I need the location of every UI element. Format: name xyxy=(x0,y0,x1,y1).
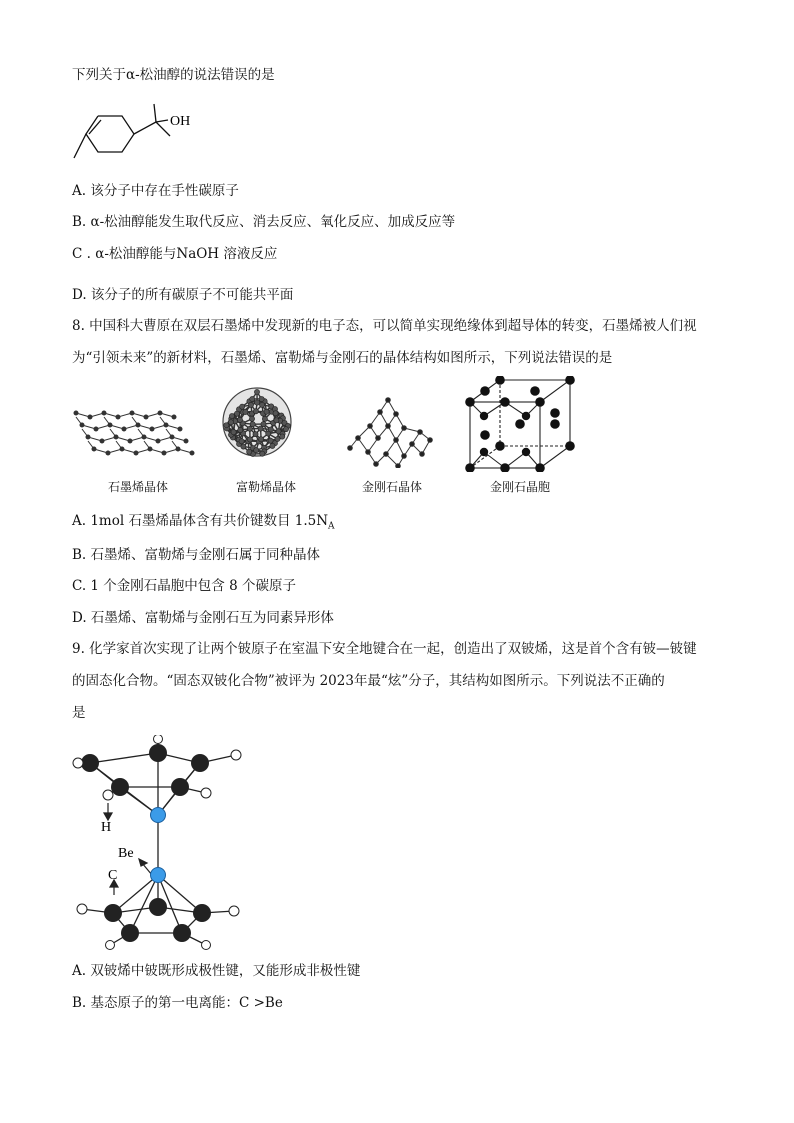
carbon-atom xyxy=(116,415,120,419)
carbon-atom xyxy=(255,400,260,405)
carbon-atom xyxy=(228,420,233,425)
label-be: Be xyxy=(118,846,134,861)
carbon-atom xyxy=(273,411,278,416)
carbon-atom xyxy=(234,411,239,416)
carbon-atom xyxy=(247,437,252,442)
carbon-atom xyxy=(176,447,180,451)
carbon-atom xyxy=(184,439,188,443)
carbon-atom xyxy=(170,435,174,439)
caption-fullerene: 富勒烯晶体 xyxy=(235,480,296,494)
carbon-atom xyxy=(480,448,488,456)
carbon-atom xyxy=(260,451,265,456)
caption-diamond-crystal: 金刚石晶体 xyxy=(361,480,422,494)
carbon-atom xyxy=(88,415,92,419)
carbon-atom xyxy=(480,412,488,420)
q8-option-b: B. 石墨烯、富勒烯与金刚石属于同种晶体 xyxy=(72,547,321,563)
carbon-atom xyxy=(402,454,407,459)
carbon-atom xyxy=(243,409,248,414)
carbon-atom xyxy=(254,389,259,394)
carbon-atom xyxy=(480,386,490,396)
carbon-atom xyxy=(386,398,391,403)
carbon-atom xyxy=(248,402,253,407)
carbon-atom xyxy=(258,426,263,431)
carbon-atom xyxy=(253,409,258,414)
carbon-atom xyxy=(402,426,407,431)
carbon-atom xyxy=(500,463,510,472)
q8-stem-line2: 为“引领未来”的新材料，石墨烯、富勒烯与金刚石的晶体结构如图所示，下列说法错误的是 xyxy=(72,350,613,366)
q7-option-b: B. α-松油醇能发生取代反应、消去反应、氧化反应、加成反应等 xyxy=(72,214,456,230)
carbon-atom xyxy=(264,409,269,414)
carbon-atom xyxy=(348,446,353,451)
q8-option-c: C. 1 个金刚石晶胞中包含 8 个碳原子 xyxy=(72,578,296,594)
q9-option-a: A. 双铍烯中铍既形成极性键，又能形成非极性键 xyxy=(72,963,361,979)
carbon-atom xyxy=(410,442,415,447)
carbon-atom xyxy=(122,427,126,431)
carbon-atom xyxy=(500,397,510,407)
carbon-atom xyxy=(247,426,252,431)
q9-stem-line3: 是 xyxy=(72,705,86,721)
label-c: C xyxy=(108,868,118,883)
carbon-atom xyxy=(250,422,255,427)
q7-option-d: D. 该分子的所有碳原子不可能共平面 xyxy=(72,287,294,303)
carbon-atom xyxy=(128,439,132,443)
carbon-atom xyxy=(134,451,138,455)
q9-stem-line1: 9. 化学家首次实现了让两个铍原子在室温下安全地键合在一起，创造出了双铍烯，这是首个含有铍—铍键 xyxy=(72,641,697,657)
carbon-atom xyxy=(428,438,433,443)
carbon-atom xyxy=(480,430,490,440)
carbon-atom xyxy=(114,435,118,439)
caption-diamond-cell: 金刚石晶胞 xyxy=(489,480,550,494)
carbon-atom xyxy=(162,451,166,455)
carbon-atom xyxy=(120,447,124,451)
carbon-atom xyxy=(148,447,152,451)
label-h: H xyxy=(101,820,112,835)
carbon-atom xyxy=(268,427,273,432)
carbon-atom xyxy=(144,415,148,419)
carbon-atom xyxy=(100,439,104,443)
carbon-atom xyxy=(376,436,381,441)
q9-option-b: B. 基态原子的第一电离能：C >Be xyxy=(72,995,283,1011)
q9-stem-line2: 的固态化合物。“固态双铍化合物”被评为 2023年最“炫”分子，其结构如图所示。下列说法不正确的 xyxy=(72,673,665,689)
carbon-atom xyxy=(224,423,229,428)
carbon-atom xyxy=(158,411,162,415)
carbon-atom xyxy=(550,419,560,429)
carbon-atom xyxy=(150,427,154,431)
diamond-unit-cell-figure xyxy=(464,376,576,472)
carbon-atom xyxy=(396,464,401,468)
carbon-atom xyxy=(535,397,545,407)
carbon-atom xyxy=(249,416,254,421)
carbon-atom xyxy=(239,439,244,444)
carbon-atom xyxy=(280,434,285,439)
carbon-atom xyxy=(384,452,389,457)
carbon-atom xyxy=(172,415,176,419)
q8-option-d: D. 石墨烯、富勒烯与金刚石互为同素异形体 xyxy=(72,610,334,626)
diberyllocene-structure xyxy=(68,735,248,950)
fullerene-figure xyxy=(218,380,296,464)
carbon-atom xyxy=(262,416,267,421)
carbon-atom xyxy=(229,413,234,418)
diamond-crystal-figure xyxy=(340,392,440,468)
carbon-atom xyxy=(142,435,146,439)
carbon-atom xyxy=(386,424,391,429)
carbon-atom xyxy=(164,423,168,427)
caption-graphene: 石墨烯晶体 xyxy=(107,480,168,494)
carbon-atom xyxy=(420,452,425,457)
carbon-atom xyxy=(565,376,575,385)
carbon-atom xyxy=(465,397,475,407)
carbon-atom xyxy=(522,448,530,456)
carbon-atom xyxy=(374,462,379,467)
carbon-atom xyxy=(106,451,110,455)
carbon-atom xyxy=(130,411,134,415)
oh-label: OH xyxy=(170,114,191,129)
q8-option-a-text: A. 1mol 石墨烯晶体含有共价键数目 1.5N xyxy=(72,513,329,529)
q7-stem: 下列关于α-松油醇的说法错误的是 xyxy=(72,67,275,83)
carbon-atom xyxy=(283,427,288,432)
carbon-atom xyxy=(253,432,258,437)
q7-option-c: C . α-松油醇能与NaOH 溶液反应 xyxy=(72,246,278,262)
carbon-atom xyxy=(237,417,242,422)
carbon-atom xyxy=(108,423,112,427)
q8-option-a xyxy=(72,512,335,536)
carbon-atom xyxy=(254,448,259,453)
carbon-atom xyxy=(102,411,106,415)
carbon-atom xyxy=(92,447,96,451)
carbon-atom xyxy=(190,451,194,455)
carbon-atom xyxy=(378,410,383,415)
carbon-atom xyxy=(495,376,505,385)
carbon-atom xyxy=(418,430,423,435)
carbon-atom xyxy=(86,435,90,439)
carbon-atom xyxy=(356,436,361,441)
q7-option-a: A. 该分子中存在手性碳原子 xyxy=(72,183,239,199)
carbon-atom xyxy=(178,427,182,431)
carbon-atom xyxy=(240,404,245,409)
carbon-atom xyxy=(259,396,264,401)
carbon-atom xyxy=(80,423,84,427)
carbon-atom xyxy=(522,412,530,420)
carbon-atom xyxy=(74,411,78,415)
carbon-atom xyxy=(565,441,575,451)
carbon-atom xyxy=(495,441,505,451)
carbon-atom xyxy=(274,418,279,423)
carbon-atom xyxy=(94,427,98,431)
graphene-figure xyxy=(70,405,195,463)
carbon-atom xyxy=(250,396,255,401)
carbon-atom xyxy=(394,412,399,417)
q8-option-a-subscript: A xyxy=(328,521,335,532)
carbon-atom xyxy=(247,449,252,454)
carbon-atom xyxy=(550,408,560,418)
carbon-atom xyxy=(270,443,275,448)
carbon-atom xyxy=(136,423,140,427)
q8-stem-line1: 8. 中国科大曹原在双层石墨烯中发现新的电子态，可以简单实现绝缘体到超导体的转变，石墨烯被人们视 xyxy=(72,318,697,334)
terpineol-structure xyxy=(70,102,210,168)
carbon-atom xyxy=(394,438,399,443)
carbon-atom xyxy=(366,450,371,455)
carbon-atom xyxy=(530,386,540,396)
carbon-atom xyxy=(231,430,236,435)
carbon-atom xyxy=(515,419,525,429)
carbon-atom xyxy=(156,439,160,443)
carbon-atom xyxy=(258,437,263,442)
carbon-atom xyxy=(259,402,264,407)
carbon-atom xyxy=(238,427,243,432)
carbon-atom xyxy=(368,424,373,429)
